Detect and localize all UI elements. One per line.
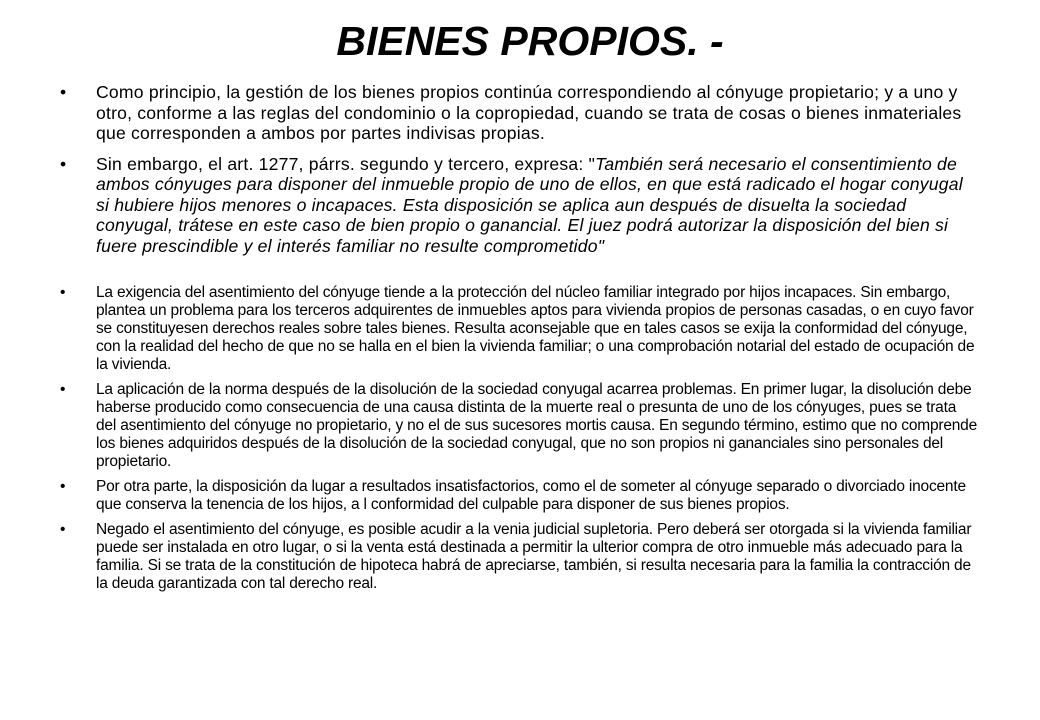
bullet-dot-icon: • <box>60 82 67 102</box>
bullet-dot-icon: • <box>60 521 66 538</box>
bullet-item-3 <box>60 284 980 374</box>
bullet-text-quote: También será necesario el consentimiento de ambos cónyuges para disponer del inmueble propio de uno de ellos, en que está radicado el hogar conyugal si hubiere hijos menores o incapaces. Esta disposición se aplica aun después de disuelta la sociedad conyugal, trátese en este caso de bien propio o ganancial. El juez podrá autorizar la disposición del bien si fuere prescindible y el interés familiar no resulte comprometido <box>96 153 963 256</box>
bullet-item-4 <box>60 381 980 471</box>
bullet-item-6 <box>60 521 980 593</box>
bullet-dot-icon: • <box>60 381 66 398</box>
bullet-text: Como principio, la gestión de los bienes propios continúa correspondiendo al cónyuge propietario; y a uno y otro, conforme a las reglas del condominio o la copropiedad, cuando se trata de cosas o bienes inmateriales que corresponden a ambos por partes indivisas propias. <box>96 82 962 143</box>
bullet-text: La aplicación de la norma después de la disolución de la sociedad conyugal acarrea problemas. En primer lugar, la disolución debe haberse producido como consecuencia de una causa distinta de la muerte real o presunta de uno de los cónyuges, pues se trata del asentimiento del cónyuge no propietario, y no el de sus sucesores mortis causa. En segundo término, estimo que no comprende los bienes adquiridos después de la disolución de la sociedad conyugal, que no son propios ni gananciales sino personales del propietario. <box>96 381 978 470</box>
bullet-text-lead: Sin embargo, el art. 1277, párrs. segundo y tercero, expresa: " <box>96 153 596 174</box>
bullet-list <box>60 82 980 593</box>
bullet-item-2 <box>60 154 980 257</box>
bullet-dot-icon: • <box>60 153 67 174</box>
bullet-dot-icon: • <box>60 478 66 495</box>
bullet-text: La exigencia del asentimiento del cónyuge tiende a la protección del núcleo familiar integrado por hijos incapaces. Sin embargo, plantea un problema para los terceros adquirentes de inmuebles aptos para vivienda propios de personas casadas, o en cuyo favor se constituyesen derechos reales sobre tales bienes. Resulta aconsejable que en tales casos se exija la conformidad del cónyuge, con la realidad del hecho de que no se halla en el bien la vivienda familiar; o una comprobación notarial del estado de ocupación de la vivienda. <box>96 284 975 373</box>
bullet-item-1 <box>60 82 980 144</box>
bullet-dot-icon: • <box>60 284 66 301</box>
bullet-item-5 <box>60 478 980 514</box>
bullet-text: Por otra parte, la disposición da lugar a resultados insatisfactorios, como el de someter al cónyuge separado o divorciado inocente que conserva la tenencia de los hijos, a l conformidad del culpable para disponer de sus bienes propios. <box>96 478 966 513</box>
bullet-text: Negado el asentimiento del cónyuge, es posible acudir a la venia judicial supletoria. Pero deberá ser otorgada si la vivienda familiar puede ser instalada en otro lugar, o si la venta está destinada a permitir la ulterior compra de otro inmueble más adecuado para la familia. Si se trata de la constitución de hipoteca habrá de apreciarse, también, si resulta necesaria para la familia la contracción de la deuda garantizada con tal derecho real. <box>96 521 972 592</box>
bullet-text-tail: " <box>597 235 605 256</box>
slide-title: BIENES PROPIOS. - <box>336 18 724 64</box>
